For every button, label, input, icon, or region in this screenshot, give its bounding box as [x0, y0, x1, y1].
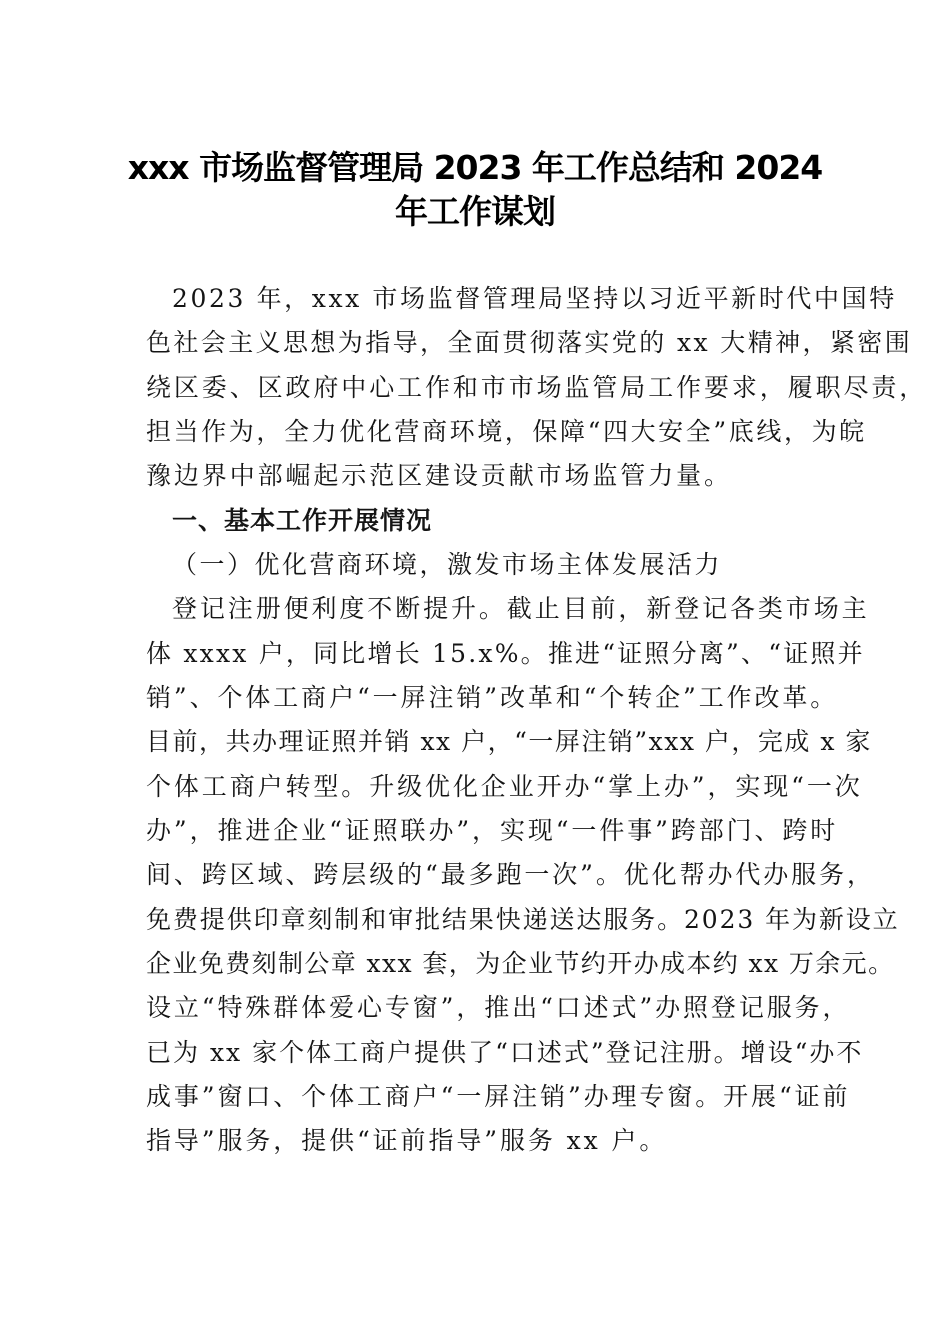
intro-line: 担当作为，全力优化营商环境，保障“四大安全”底线，为皖 [146, 417, 867, 446]
body-line: 办”，推进企业“证照联办”，实现“一件事”跨部门、跨时 [146, 816, 839, 845]
subsection-heading: （一）优化营商环境，激发市场主体发展活力 [172, 550, 723, 579]
intro-line: 绕区委、区政府中心工作和市市场监管局工作要求，履职尽责， [146, 373, 928, 402]
section-heading: 一、基本工作开展情况 [172, 506, 433, 535]
document-title-line-2: 年工作谋划 [395, 192, 555, 231]
body-line: 登记注册便利度不断提升。截止目前，新登记各类市场主 [172, 594, 870, 623]
body-line: 销”、个体工商户“一屏注销”改革和“个转企”工作改革。 [146, 683, 839, 712]
body-line: 体 xxxx 户，同比增长 15.x%。推进“证照分离”、“证照并 [146, 639, 865, 668]
body-line: 设立“特殊群体爱心专窗”，推出“口述式”办照登记服务， [146, 993, 851, 1022]
body-line: 目前，共办理证照并销 xx 户，“一屏注销”xxx 户，完成 x 家 [146, 727, 872, 756]
intro-line: 色社会主义思想为指导，全面贯彻落实党的 xx 大精神，紧密围 [146, 328, 913, 357]
intro-line: 2023 年，xxx 市场监督管理局坚持以习近平新时代中国特 [172, 284, 897, 313]
intro-line: 豫边界中部崛起示范区建设贡献市场监管力量。 [146, 461, 732, 490]
body-line: 免费提供印章刻制和审批结果快递送达服务。2023 年为新设立 [146, 905, 900, 934]
body-line: 个体工商户转型。升级优化企业开办“掌上办”，实现“一次 [146, 772, 863, 801]
body-line: 间、跨区域、跨层级的“最多跑一次”。优化帮办代办服务， [146, 860, 875, 889]
body-line: 已为 xx 家个体工商户提供了“口述式”登记注册。增设“办不 [146, 1038, 864, 1067]
body-line: 成事”窗口、个体工商户“一屏注销”办理专窗。开展“证前 [146, 1082, 851, 1111]
body-line: 企业免费刻制公章 xxx 套，为企业节约开办成本约 xx 万余元。 [146, 949, 895, 978]
body-line: 指导”服务，提供“证前指导”服务 xx 户。 [146, 1126, 668, 1155]
document-title-line-1: xxx 市场监督管理局 2023 年工作总结和 2024 [127, 148, 823, 187]
